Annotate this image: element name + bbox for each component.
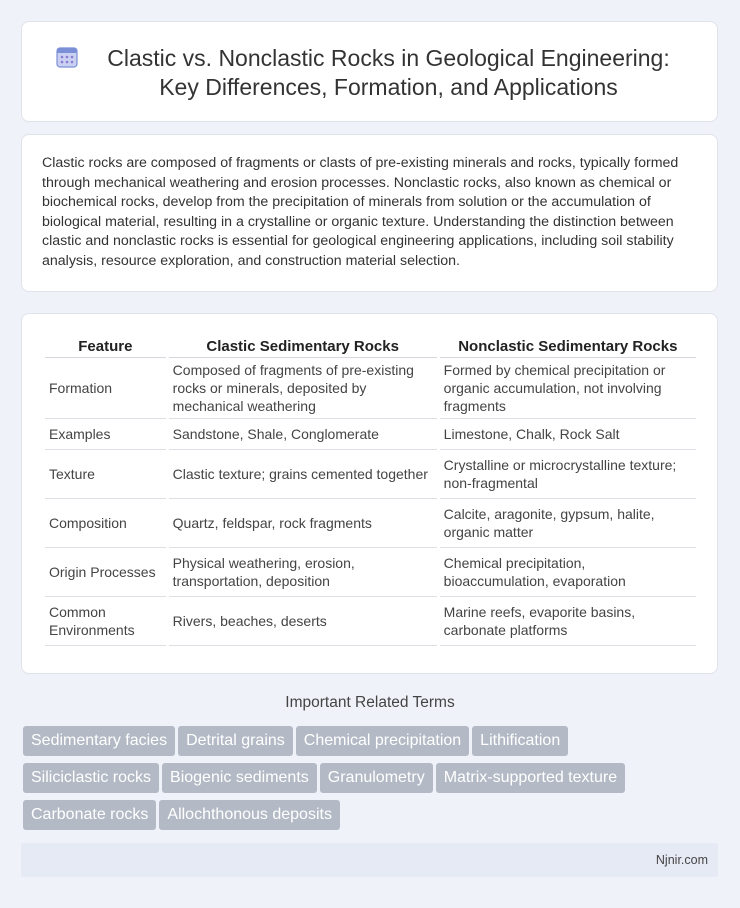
- table-row: [45, 450, 696, 499]
- feature-cell: Examples: [45, 419, 166, 450]
- table-row: [45, 419, 696, 450]
- related-term-tag[interactable]: Biogenic sediments: [162, 763, 317, 793]
- nonclastic-cell: Crystalline or microcrystalline texture; non-fragmental: [440, 450, 696, 499]
- clastic-cell: Quartz, feldspar, rock fragments: [169, 499, 437, 548]
- related-term-tag[interactable]: Siliciclastic rocks: [23, 763, 159, 793]
- table-row: [45, 548, 696, 597]
- table-row: [45, 358, 696, 419]
- clastic-cell: Physical weathering, erosion, transportation, deposition: [169, 548, 437, 597]
- clastic-cell: Rivers, beaches, deserts: [169, 597, 437, 646]
- related-term-tag[interactable]: Lithification: [472, 726, 568, 756]
- table-row: [45, 499, 696, 548]
- table-header-row: [45, 335, 696, 358]
- feature-cell: Origin Processes: [45, 548, 166, 597]
- nonclastic-cell: Formed by chemical precipitation or organic accumulation, not involving fragments: [440, 358, 696, 419]
- feature-cell: Composition: [45, 499, 166, 548]
- comparison-table: [42, 335, 699, 646]
- feature-cell: Common Environments: [45, 597, 166, 646]
- title-card: [21, 21, 718, 122]
- intro-paragraph: Clastic rocks are composed of fragments or clasts of pre-existing minerals and rocks, typically formed through mechanical weathering and erosion processes. Nonclastic rocks, also known as chemical or biochemical rocks, develop from the precipitation of minerals from solution or the accumulation of biological material, resulting in a crystalline or organic texture. Understanding the distinction between clastic and nonclastic rocks is essential for geological engineering applications, including soil stability analysis, resource exploration, and construction material selection.: [42, 155, 679, 269]
- clastic-cell: Sandstone, Shale, Conglomerate: [169, 419, 437, 450]
- related-terms-title: Important Related Terms: [285, 694, 455, 711]
- table-row: [45, 597, 696, 646]
- footer-brand[interactable]: Njnir.com: [655, 853, 708, 867]
- related-term-tag[interactable]: Detrital grains: [178, 726, 293, 756]
- footer: [21, 843, 718, 877]
- page-title: [22, 44, 717, 102]
- header-clastic: Clastic Sedimentary Rocks: [169, 335, 437, 358]
- nonclastic-cell: Calcite, aragonite, gypsum, halite, organic matter: [440, 499, 696, 548]
- clastic-cell: Clastic texture; grains cemented together: [169, 450, 437, 499]
- related-term-tag[interactable]: Matrix-supported texture: [436, 763, 625, 793]
- related-term-tag[interactable]: Granulometry: [320, 763, 433, 793]
- header-nonclastic: Nonclastic Sedimentary Rocks: [440, 335, 696, 358]
- related-term-tag[interactable]: Allochthonous deposits: [159, 800, 340, 830]
- related-term-tag[interactable]: Chemical precipitation: [296, 726, 469, 756]
- feature-cell: Texture: [45, 450, 166, 499]
- comparison-table-card: [21, 313, 718, 674]
- clastic-cell: Composed of fragments of pre-existing rocks or minerals, deposited by mechanical weathering: [169, 358, 437, 419]
- intro-card: [21, 134, 718, 292]
- nonclastic-cell: Marine reefs, evaporite basins, carbonate platforms: [440, 597, 696, 646]
- related-term-tag[interactable]: Sedimentary facies: [23, 726, 175, 756]
- calendar-icon: [56, 46, 78, 68]
- nonclastic-cell: Limestone, Chalk, Rock Salt: [440, 419, 696, 450]
- nonclastic-cell: Chemical precipitation, bioaccumulation, evaporation: [440, 548, 696, 597]
- related-term-tag[interactable]: Carbonate rocks: [23, 800, 156, 830]
- feature-cell: Formation: [45, 358, 166, 419]
- title-text: Clastic vs. Nonclastic Rocks in Geological Engineering: Key Differences, Formation, and Applications: [107, 45, 670, 100]
- related-terms-list: [23, 726, 703, 837]
- header-feature: Feature: [45, 335, 166, 358]
